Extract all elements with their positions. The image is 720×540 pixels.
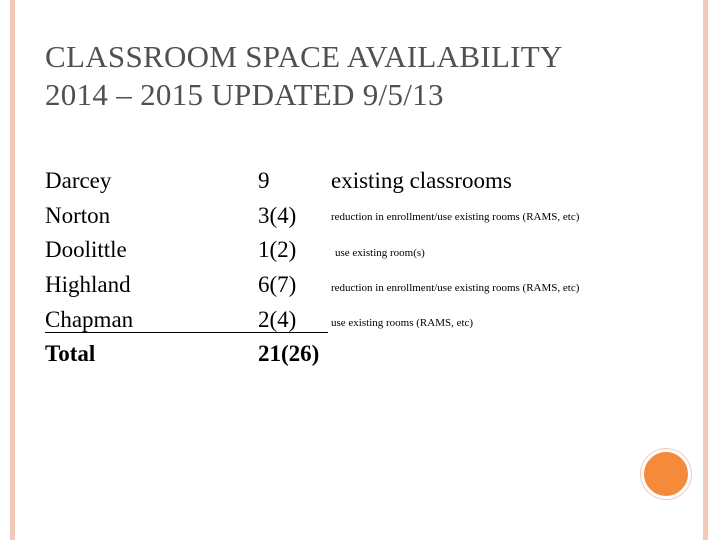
title-line-1: CLASSROOM SPACE AVAILABILITY <box>45 39 563 74</box>
title-line-2: 2014 – 2015 UPDATED 9/5/13 <box>45 77 444 112</box>
row-note: reduction in enrollment/use existing rooms (RAMS, etc) <box>331 282 580 294</box>
decorative-circle-icon <box>641 449 691 499</box>
row-note: existing classrooms <box>331 168 512 193</box>
row-note: use existing rooms (RAMS, etc) <box>331 317 474 329</box>
total-row <box>0 337 720 371</box>
classroom-count: 1(2) <box>258 237 297 262</box>
classroom-count: 9 <box>258 168 270 193</box>
slide-title <box>45 38 665 114</box>
table-row <box>0 268 720 302</box>
classroom-count: 2(4) <box>258 307 297 332</box>
total-label: Total <box>45 341 96 366</box>
school-name: Doolittle <box>45 237 127 262</box>
table-row <box>0 199 720 233</box>
school-name: Darcey <box>45 168 112 193</box>
classroom-count: 6(7) <box>258 272 297 297</box>
row-note: use existing room(s) <box>335 247 425 259</box>
school-name: Norton <box>45 203 111 228</box>
total-count: 21(26) <box>258 341 320 366</box>
total-separator-line <box>45 332 328 333</box>
school-name: Highland <box>45 272 131 297</box>
classroom-count: 3(4) <box>258 203 297 228</box>
row-note: reduction in enrollment/use existing rooms (RAMS, etc) <box>331 211 580 223</box>
school-name: Chapman <box>45 307 134 332</box>
table-row <box>0 164 720 198</box>
table-row <box>0 233 720 267</box>
